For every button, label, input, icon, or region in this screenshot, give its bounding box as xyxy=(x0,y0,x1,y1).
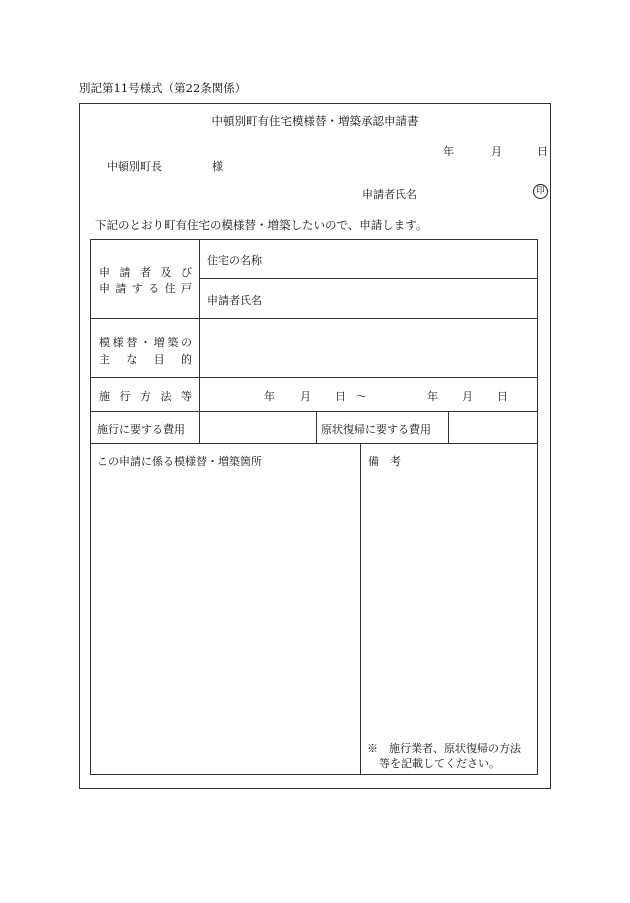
method-header: 施行方法等 xyxy=(99,390,192,403)
purpose-header-line2: 主な目的 xyxy=(99,353,192,366)
intro-text: 下記のとおり町有住宅の模様替・増築したいので、申請します。 xyxy=(95,218,428,232)
form-number-label: 別記第11号様式（第22条関係） xyxy=(79,81,247,95)
application-table xyxy=(90,239,538,775)
location-field[interactable] xyxy=(97,472,355,767)
period-end-day: 日 xyxy=(497,390,508,403)
date-month-label: 月 xyxy=(491,145,502,158)
addressee: 中頓別町長 xyxy=(107,160,162,173)
cost-field[interactable] xyxy=(203,416,311,438)
remarks-field[interactable] xyxy=(368,472,533,732)
row-divider xyxy=(199,278,538,279)
purpose-header-line1: 模様替・増築の xyxy=(99,336,192,349)
period-start-year: 年 xyxy=(264,390,275,403)
date-year-label: 年 xyxy=(443,145,454,158)
applicant-name-label: 申請者氏名 xyxy=(207,294,262,307)
row-divider xyxy=(91,411,538,412)
seal-mark: 印 xyxy=(533,184,548,199)
column-divider xyxy=(316,411,317,443)
form-title: 中頓別町有住宅模様替・増築承認申請書 xyxy=(211,114,419,128)
column-divider xyxy=(360,443,361,775)
row-divider xyxy=(91,318,538,319)
row-divider xyxy=(91,443,538,444)
applicant-signature-label: 申請者氏名 xyxy=(362,188,417,201)
column-divider xyxy=(199,240,200,443)
period-end-month: 月 xyxy=(462,390,473,403)
applicant-header-line1: 申請者及び xyxy=(99,266,192,279)
house-name-field[interactable] xyxy=(316,252,536,272)
remarks-label: 備 考 xyxy=(368,455,401,468)
date-day-label: 日 xyxy=(537,145,548,158)
row-divider xyxy=(91,377,538,378)
addressee-honorific: 様 xyxy=(212,160,223,173)
period-start-day: 日 xyxy=(335,390,346,403)
cost-label: 施行に要する費用 xyxy=(97,423,185,436)
restore-cost-label: 原状復帰に要する費用 xyxy=(321,423,431,436)
period-start-month: 月 xyxy=(300,390,311,403)
column-divider xyxy=(448,411,449,443)
applicant-header-line2: 申請する住戸 xyxy=(99,282,192,295)
remarks-note-line1: ※ 施行業者、原状復帰の方法 xyxy=(367,742,521,755)
restore-cost-field[interactable] xyxy=(453,416,533,438)
remarks-note-line2: 等を記載してください。 xyxy=(379,757,500,770)
location-label: この申請に係る模様替・増築箇所 xyxy=(97,455,262,468)
period-tilde: ～ xyxy=(356,390,367,403)
purpose-field[interactable] xyxy=(203,322,533,372)
applicant-name-field[interactable] xyxy=(316,292,536,312)
house-name-label: 住宅の名称 xyxy=(207,254,262,267)
period-end-year: 年 xyxy=(427,390,438,403)
